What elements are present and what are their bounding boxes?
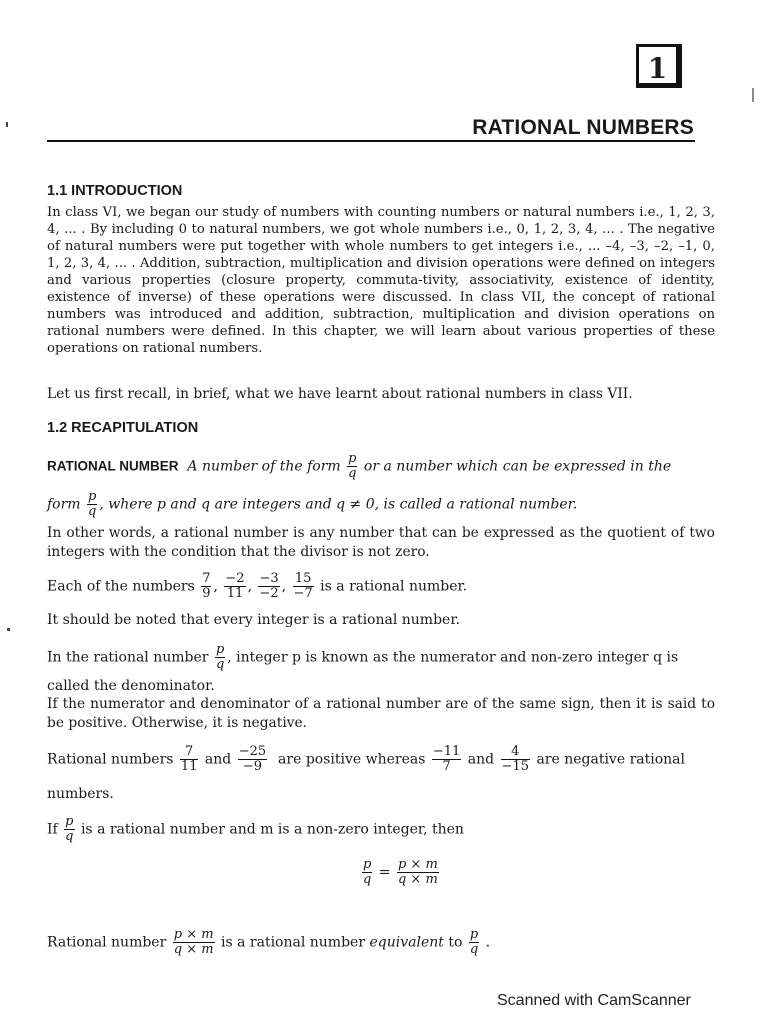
integer-note: It should be noted that every integer is a rational number. (47, 612, 460, 628)
fraction-p-over-q: $\frac{p}{q}$ (348, 451, 357, 481)
definition-line-1: RATIONAL NUMBER A number of the form $\frac{p}{q}$ or a number which can be expressed in the (47, 451, 672, 481)
fraction-p-over-q: $\frac{p}{q}$ (363, 857, 372, 887)
scanner-watermark: Scanned with CamScanner (497, 992, 691, 1009)
chapter-number-box: 1 (636, 44, 682, 88)
fraction-negative-1: $\frac{-11}{7}$ (432, 744, 461, 774)
title-rule (47, 140, 695, 142)
fraction-example-4: $\frac{15}{-7}$ (293, 571, 313, 601)
fraction-p-over-q: $\frac{p}{q}$ (88, 489, 97, 519)
fraction-positive-1: $\frac{7}{11}$ (180, 744, 198, 774)
numerator-line: In the rational number $\frac{p}{q}$ , integer p is known as the numerator and non-zero integer q is (47, 642, 679, 672)
scan-speck (752, 88, 754, 102)
recall-paragraph: Let us first recall, in brief, what we have learnt about rational numbers in class VII. (47, 386, 633, 402)
definition-line-2: form $\frac{p}{q}$ , where p and q are integers and q ≠ 0, is called a rational number. (47, 489, 578, 519)
fraction-example-1: $\frac{7}{9}$ (202, 571, 211, 601)
equivalence-equation: $\frac{p}{q}$ = $\frac{p \times m}{q \times m}$ (363, 857, 438, 887)
fraction-example-2: $\frac{-2}{11}$ (225, 571, 245, 601)
if-line: If $\frac{p}{q}$ is a rational number and m is a non-zero integer, then (47, 814, 464, 844)
fraction-pm-over-qm: $\frac{p \times m}{q \times m}$ (173, 927, 214, 957)
numbers-line: numbers. (47, 786, 114, 802)
fraction-p-over-q: $\frac{p}{q}$ (215, 642, 225, 672)
fraction-pm-over-qm: $\frac{p \times m}{q \times m}$ (397, 857, 438, 887)
fraction-p-over-q: $\frac{p}{q}$ (469, 927, 479, 957)
sign-rule-paragraph: If the numerator and denominator of a rational number are of the same sign, then it is said to be positive. Otherwise, it is negative. (47, 696, 715, 731)
scan-speck (6, 122, 8, 127)
intro-paragraph: In class VI, we began our study of numbers with counting numbers or natural numbers i.e., 1, 2, 3, 4, ... . By including 0 to natural numbers, we got whole numbers i.e., 0, 1, 2, 3, 4, ... . The negative of natural numbers were put together with whole numbers to get integers i.e., ... –4, –3, –2, –1, 0, 1, 2, 3, 4, ... . Addition, subtraction, multiplication and division operations were defined on integers and various properties (closure property, commuta-tivity, associativity, existence of identity, existence of inverse) of these operations were discussed. In class VII, the concept of rational numbers was introduced and addition, subtraction, multiplication and division operations on rational numbers were defined. In this chapter, we will learn about various properties of these operations on rational numbers. (47, 205, 715, 356)
fraction-positive-2: $\frac{-25}{-9}$ (238, 744, 267, 774)
fraction-p-over-q: $\frac{p}{q}$ (65, 814, 74, 844)
positive-negative-line: Rational numbers $\frac{7}{11}$ and $\frac{-25}{-9}$ are positive whereas $\frac{-11}{7}$ and $\frac{4}{-15}$ are negative rational (47, 744, 685, 774)
examples-line: Each of the numbers $\frac{7}{9}$ , $\frac{-2}{11}$ , $\frac{-3}{-2}$ , $\frac{15}{-7}$ is a rational number. (47, 571, 468, 601)
definition-label: RATIONAL NUMBER (47, 458, 179, 474)
denominator-line: called the denominator. (47, 678, 215, 694)
section-heading-recapitulation: 1.2 RECAPITULATION (47, 420, 199, 436)
fraction-negative-2: $\frac{4}{-15}$ (501, 744, 529, 774)
scan-speck (7, 628, 10, 631)
equivalent-line: Rational number $\frac{p \times m}{q \times m}$ is a rational number equivalent to $\frac{p}{q}$ . (47, 927, 491, 957)
other-words-paragraph: In other words, a rational number is any number that can be expressed as the quotient of two integers with the condition that the divisor is not zero. (47, 525, 715, 560)
chapter-title: RATIONAL NUMBERS (472, 116, 694, 139)
fraction-example-3: $\frac{-3}{-2}$ (259, 571, 279, 601)
section-heading-introduction: 1.1 INTRODUCTION (47, 183, 183, 199)
